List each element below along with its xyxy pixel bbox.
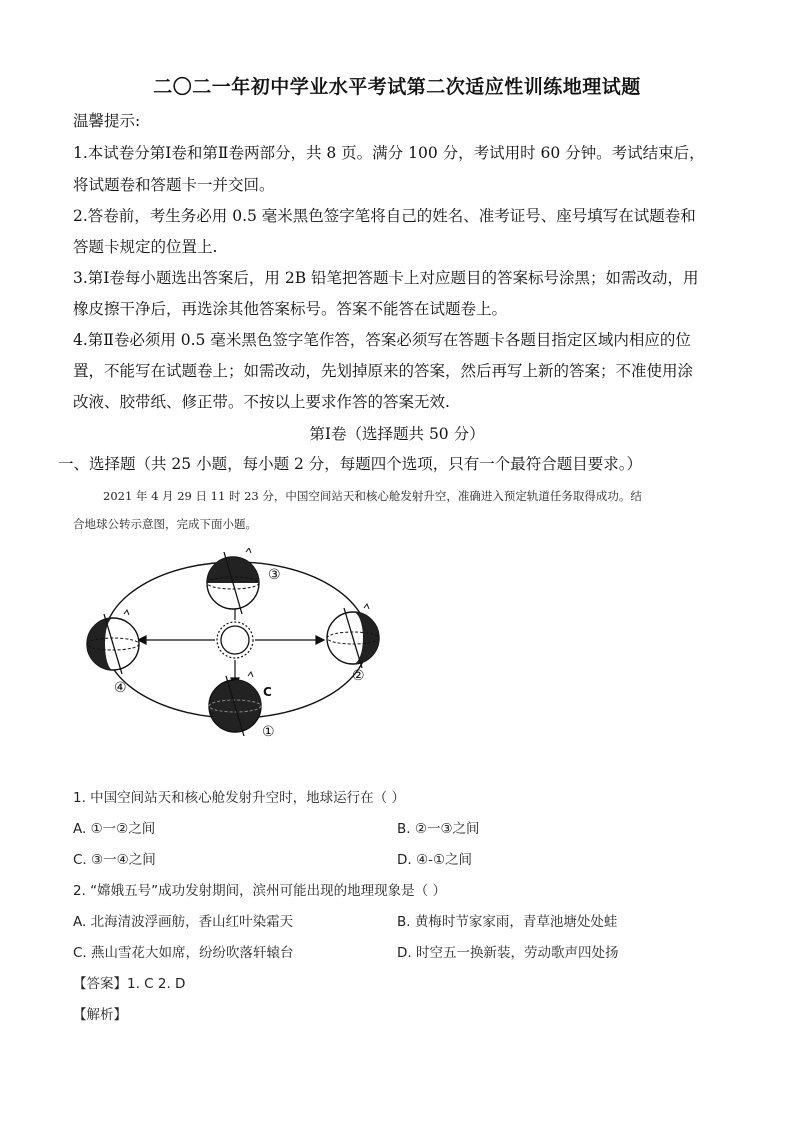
tips-line: 2.答卷前，考生务必用 0.5 毫米黑色签字笔将自己的姓名、准考证号、座号填写在试题卷和 <box>73 207 696 225</box>
sun-icon <box>217 622 253 658</box>
earth-position-2 <box>327 604 379 668</box>
option-c: C. ③一④之间 <box>73 852 156 868</box>
tips-line: 答题卡规定的位置上. <box>73 238 218 256</box>
tips-line: 4.第Ⅱ卷必须用 0.5 毫米黑色签字笔作答，答案必须写在答题卡各题目指定区域内相应的位 <box>73 331 691 349</box>
earth-position-1 <box>209 672 261 736</box>
label-pos-3: ③ <box>268 567 281 583</box>
tips-line: 1.本试卷分第Ⅰ卷和第Ⅱ卷两部分，共 8 页。满分 100 分，考试用时 60 分钟。考试结束后， <box>73 144 705 162</box>
answer-label: 【答案】 <box>73 976 127 992</box>
earth-orbit-diagram <box>76 548 396 748</box>
earth-position-3 <box>207 548 259 614</box>
option-a: A. 北海清波浮画舫，香山红叶染霜天 <box>73 914 294 930</box>
context-text: 2021 年 4 月 29 日 11 时 23 分，中国空间站天和核心舱发射升空，准确进入预定轨道任务取得成功。结 <box>103 489 642 503</box>
analysis-label: 【解析】 <box>73 1007 127 1023</box>
earth-position-4 <box>87 610 139 674</box>
answer-value: 1. C 2. D <box>127 976 186 992</box>
option-b: B. ②一③之间 <box>397 821 480 837</box>
tips-heading: 温馨提示: <box>73 112 141 130</box>
label-pos-4: ④ <box>114 680 127 696</box>
option-d: D. 时空五一换新装，劳动歌声四处扬 <box>397 945 619 961</box>
label-pos-1: ① <box>262 724 275 740</box>
answer-row <box>73 972 185 992</box>
section-heading: 一、选择题（共 25 小题，每小题 2 分，每题四个选项，只有一个最符合题目要求。） <box>58 455 643 473</box>
question-stem: 2. “嫦娥五号”成功发射期间，滨州可能出现的地理现象是（ ） <box>73 883 446 899</box>
option-d: D. ④-①之间 <box>397 852 473 868</box>
option-c: C. 燕山雪花大如席，纷纷吹落轩辕台 <box>73 945 294 961</box>
tips-line: 橡皮擦干净后，再选涂其他答案标号。答案不能答在试题卷上。 <box>73 300 508 318</box>
label-c: C <box>263 685 272 699</box>
question-stem: 1. 中国空间站天和核心舱发射升空时，地球运行在（ ） <box>73 790 405 806</box>
tips-line: 3.第Ⅰ卷每小题选出答案后，用 2B 铅笔把答题卡上对应题目的答案标号涂黑；如需改动，用 <box>73 269 699 287</box>
option-a: A. ①一②之间 <box>73 821 156 837</box>
tips-line: 置，不能写在试题卷上；如需改动，先划掉原来的答案，然后再写上新的答案；不准使用涂 <box>73 362 694 380</box>
option-b: B. 黄梅时节家家雨，青草池塘处处蛙 <box>397 914 618 930</box>
part1-heading: 第Ⅰ卷（选择题共 50 分） <box>309 425 485 443</box>
context-text: 合地球公转示意图，完成下面小题。 <box>73 517 257 531</box>
page-title: 二〇二一年初中学业水平考试第二次适应性训练地理试题 <box>153 76 641 98</box>
tips-line: 将试题卷和答题卡一并交回。 <box>73 176 275 194</box>
label-pos-2: ② <box>352 668 365 684</box>
tips-line: 改液、胶带纸、修正带。不按以上要求作答的答案无效. <box>73 393 450 411</box>
